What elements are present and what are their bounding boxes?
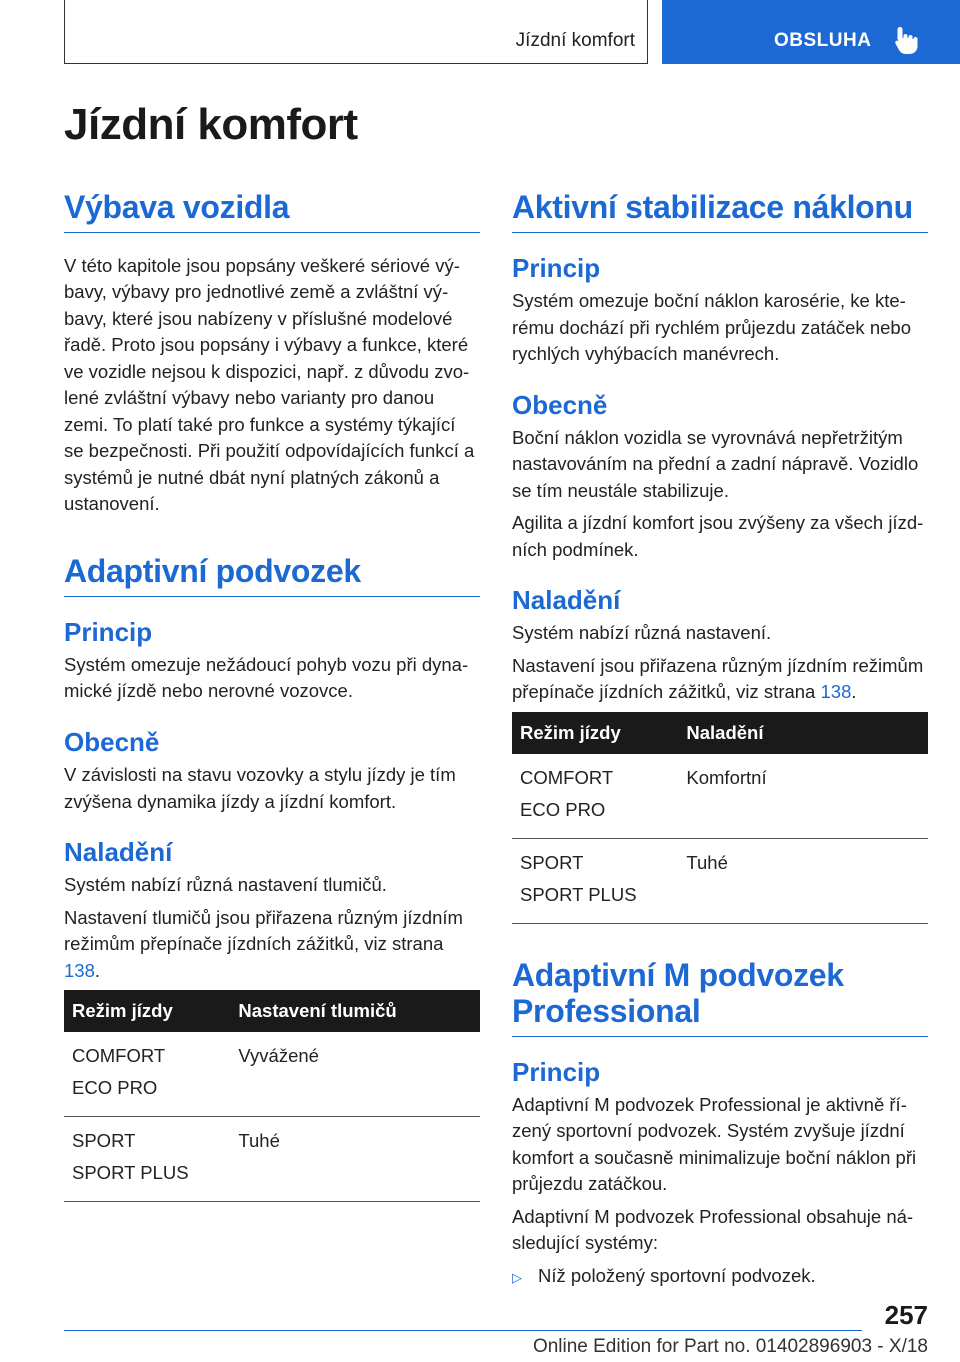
equipment-section bbox=[64, 190, 480, 518]
adaptive-general-text: V závislosti na stavu vozovky a stylu jízdy je tím zvýšena dynamika jízdy a jízdní komfort. bbox=[64, 764, 456, 812]
left-column bbox=[64, 190, 480, 1224]
mpro-heading: Adaptivní M podvozek Professional bbox=[512, 958, 928, 1037]
table-header-setting: Nastavení tlumičů bbox=[230, 990, 480, 1032]
header-chapter-label: OBSLUHA bbox=[774, 30, 872, 51]
adaptive-general bbox=[64, 727, 480, 815]
triangle-bullet-icon: ▷ bbox=[512, 1269, 522, 1285]
adaptive-tuning-text2: Nastavení tlumičů jsou přiřazena různým jízdním režimům přepínače jízdních zážitků, viz strana 138. bbox=[64, 906, 463, 981]
right-column bbox=[512, 190, 928, 1313]
page-ref-link[interactable]: 138 bbox=[820, 681, 852, 703]
stab-general bbox=[512, 390, 928, 564]
stab-principle bbox=[512, 253, 928, 368]
stab-tuning-text2: Nastavení jsou přiřazena různým jízdním režimům přepínače jízdních zážitků, viz strana 138. bbox=[512, 654, 924, 703]
hand-pointer-icon bbox=[894, 25, 920, 55]
stab-table bbox=[512, 712, 928, 924]
adaptive-tuning-heading: Naladění bbox=[64, 837, 173, 868]
adaptive-heading: Adaptivní podvozek bbox=[64, 554, 480, 597]
equipment-body: V této kapitole jsou popsány veškeré sériové výbavy, výbavy pro jednotlivé země a zvláštní výbavy, které jsou nabízeny v příslušné modelové řadě. Proto jsou popsány i výbavy a funkce, které ve vozidle nejsou k dispozici, např. z důvodu zvolené zvláštní výbavy nebo varianty pro danou zemi. To platí také pro funkce a systémy týkající se bezpečnosti. Při použití odpovídajících funkcí a systémů je nutné dbát nyní platných zákonů a ustanovení. bbox=[64, 254, 475, 515]
table-cell-mode: SPORT SPORT PLUS bbox=[512, 838, 678, 923]
table-row bbox=[512, 754, 928, 839]
list-item bbox=[512, 1263, 928, 1292]
table-cell-mode: COMFORT ECO PRO bbox=[512, 754, 678, 839]
table-header-mode: Režim jízdy bbox=[64, 990, 230, 1032]
stab-heading: Aktivní stabilizace náklonu bbox=[512, 190, 928, 233]
stab-principle-text: Systém omezuje boční náklon karosérie, ke kterému dochází při rychlém průjezdu zatáček nebo rychlých vyhýbacích manévrech. bbox=[512, 290, 911, 365]
footer-edition-text: Online Edition for Part no. 01402896903 - X/18 bbox=[532, 1336, 928, 1357]
footer-divider bbox=[64, 1330, 862, 1331]
page-number: 257 bbox=[884, 1300, 928, 1330]
adaptive-tuning bbox=[64, 837, 480, 1202]
table-header-mode: Režim jízdy bbox=[512, 712, 678, 754]
mpro-principle-text1: Adaptivní M podvozek Professional je aktivně řízený sportovní podvozek. Systém zvyšuje jízdní komfort a současně minimalizuje boční náklon při průjezdu zatáčkou. bbox=[512, 1093, 917, 1195]
table-cell-mode: SPORT SPORT PLUS bbox=[64, 1117, 230, 1202]
table-cell-setting: Vyvážené bbox=[230, 1032, 480, 1117]
header-chapter-tab[interactable] bbox=[662, 0, 960, 64]
page-ref-link[interactable]: 138 bbox=[64, 959, 95, 981]
adaptive-principle-text: Systém omezuje nežádoucí pohyb vozu při dynamické jízdě nebo nerovné vozovce. bbox=[64, 653, 469, 702]
table-header-row bbox=[512, 712, 928, 754]
table-row bbox=[64, 1032, 480, 1117]
adaptive-principle-heading: Princip bbox=[64, 616, 153, 647]
table-header-setting: Naladění bbox=[678, 712, 928, 754]
header-section-box bbox=[64, 0, 648, 64]
table-header-row bbox=[64, 990, 480, 1032]
mpro-principle-heading: Princip bbox=[512, 1056, 601, 1087]
adaptive-tuning-text1: Systém nabízí různá nastavení tlumičů. bbox=[64, 874, 387, 896]
stab-tuning-text1: Systém nabízí různá nastavení. bbox=[512, 622, 772, 644]
mpro-principle-text2: Adaptivní M podvozek Professional obsahuje následující systémy: bbox=[512, 1205, 914, 1254]
damper-table bbox=[64, 990, 480, 1202]
page-title: Jízdní komfort bbox=[64, 100, 358, 149]
table-cell-setting: Tuhé bbox=[678, 838, 928, 923]
stab-general-text2: Agilita a jízdní komfort jsou zvýšeny za všech jízdních podmínek. bbox=[512, 512, 924, 560]
table-row bbox=[64, 1117, 480, 1202]
mpro-principle bbox=[512, 1057, 928, 1292]
stab-tuning bbox=[512, 585, 928, 924]
table-cell-setting: Tuhé bbox=[230, 1117, 480, 1202]
adaptive-principle bbox=[64, 617, 480, 705]
list-item-text: Níž položený sportovní podvozek. bbox=[538, 1264, 816, 1286]
equipment-heading: Výbava vozidla bbox=[64, 190, 480, 233]
stab-principle-heading: Princip bbox=[512, 252, 601, 283]
table-row bbox=[512, 838, 928, 923]
header-section-label: Jízdní komfort bbox=[515, 30, 635, 51]
table-cell-mode: COMFORT ECO PRO bbox=[64, 1032, 230, 1117]
stab-tuning-heading: Naladění bbox=[512, 585, 621, 616]
adaptive-general-heading: Obecně bbox=[64, 726, 160, 757]
stab-general-text1: Boční náklon vozidla se vyrovnává nepřetržitým nastavováním na přední a zadní nápravě. Vozidlo se tím neustále stabilizuje. bbox=[512, 426, 919, 501]
table-cell-setting: Komfortní bbox=[678, 754, 928, 839]
stab-general-heading: Obecně bbox=[512, 389, 608, 420]
